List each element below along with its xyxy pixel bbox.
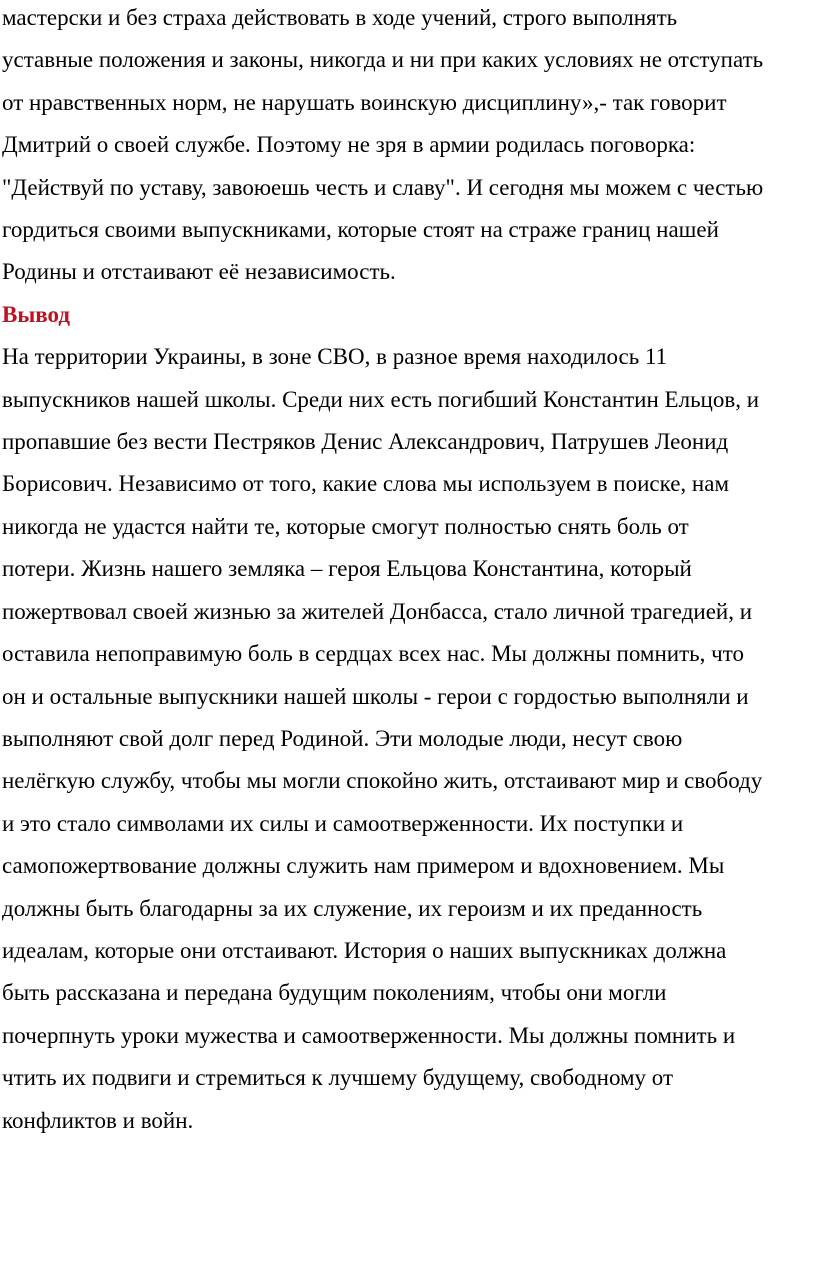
- text-line: выполняют свой долг перед Родиной. Эти молодые люди, несут свою: [2, 725, 683, 751]
- text-line: На территории Украины, в зоне СВО, в разное время находилось 11: [2, 344, 668, 370]
- text-line: выпускников нашей школы. Среди них есть погибший Константин Ельцов, и: [2, 386, 760, 412]
- text-line: никогда не удастся найти те, которые смогут полностью снять боль от: [2, 513, 689, 539]
- text-line: самопожертвование должны служить нам примером и вдохновением. Мы: [2, 853, 725, 879]
- text-line: Борисович. Независимо от того, какие слова мы используем в поиске, нам: [2, 471, 730, 497]
- text-line: уставные положения и законы, никогда и ни при каких условиях не отступать: [2, 47, 764, 73]
- text-line: от нравственных норм, не нарушать воинскую дисциплину»,- так говорит: [2, 89, 727, 115]
- text-line: оставила непоправимую боль в сердцах всех нас. Мы должны помнить, что: [2, 641, 744, 667]
- text-line: быть рассказана и передана будущим поколениям, чтобы они могли: [2, 980, 667, 1006]
- text-line: пожертвовал своей жизнью за жителей Донбасса, стало личной трагедией, и: [2, 598, 753, 624]
- text-line: должны быть благодарны за их служение, их героизм и их преданность: [2, 895, 703, 921]
- text-line: и это стало символами их силы и самоотверженности. Их поступки и: [2, 810, 684, 836]
- text-line: почерпнуть уроки мужества и самоотверженности. Мы должны помнить и: [2, 1022, 736, 1048]
- text-line: идеалам, которые они отстаивают. История о наших выпускниках должна: [2, 937, 727, 963]
- text-line: он и остальные выпускники нашей школы - герои с гордостью выполняли и: [2, 683, 749, 709]
- text-line: конфликтов и войн.: [2, 1107, 194, 1133]
- text-line: нелёгкую службу, чтобы мы могли спокойно жить, отстаивают мир и свободу: [2, 768, 763, 794]
- text-line: чтить их подвиги и стремиться к лучшему будущему, свободному от: [2, 1065, 674, 1091]
- text-line: пропавшие без вести Пестряков Денис Александрович, Патрушев Леонид: [2, 429, 729, 455]
- text-line: потери. Жизнь нашего земляка – героя Ельцова Константина, который: [2, 556, 692, 582]
- text-line: Дмитрий о своей службе. Поэтому не зря в армии родилась поговорка:: [2, 132, 696, 158]
- text-line: "Действуй по уставу, завоюешь честь и славу". И сегодня мы можем с честью: [2, 174, 764, 200]
- text-line: Родины и отстаивают её независимость.: [2, 259, 396, 285]
- text-line: гордиться своими выпускниками, которые стоят на страже границ нашей: [2, 217, 719, 243]
- paragraph-intro: [2, 0, 816, 294]
- text-line: мастерски и без страха действовать в ходе учений, строго выполнять: [2, 5, 678, 30]
- paragraph-conclusion: [2, 336, 816, 1142]
- section-heading: Вывод: [2, 301, 71, 327]
